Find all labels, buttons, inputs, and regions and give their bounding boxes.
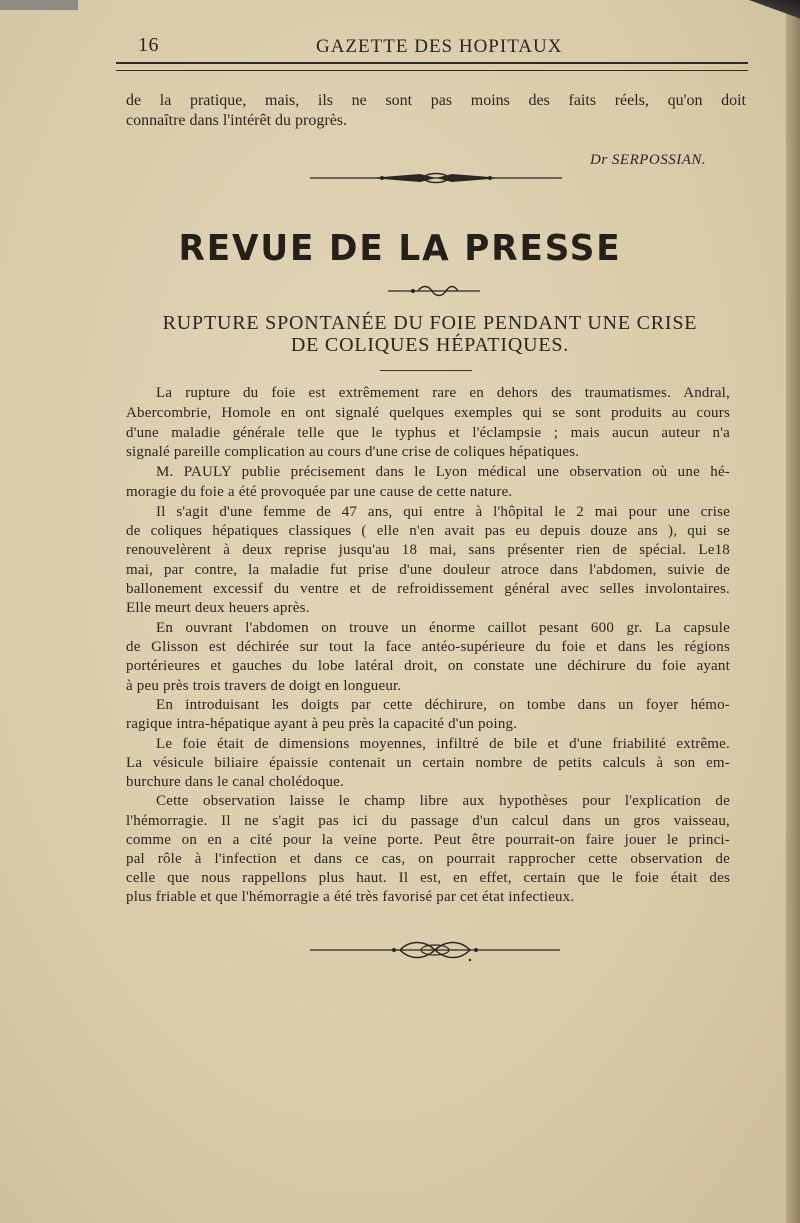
body-line: Le foie était de dimensions moyennes, infiltré de bile et d'une friabilité extrême.	[156, 736, 730, 752]
body-line: pal rôle à l'infection et dans ce cas, on pourrait rapprocher cette observation de	[126, 851, 730, 867]
scan-corner-top-right	[740, 0, 800, 24]
body-line: portérieures et gauches du lobe latéral droit, on constate une déchirure du foie ayant	[126, 658, 730, 674]
body-line: Abercombrie, Homole en ont signalé quelques exemples qui se sont produits au cours	[126, 405, 730, 421]
body-line: burchure dans le canal cholédoque.	[126, 774, 344, 790]
intro-line-2: connaître dans l'intérêt du progrès.	[126, 112, 348, 129]
body-line: mai, par contre, la maladie fut prise d'une douleur atroce dans l'abdomen, suivie de	[126, 562, 730, 578]
body-line: plus friable et que l'hémorragie a été très favorisé par cet état infectieux.	[126, 889, 575, 905]
body-line: Il s'agit d'une femme de 47 ans, qui entre à l'hôpital le 2 mai pour une crise	[156, 504, 730, 520]
article-title-line-1: RUPTURE SPONTANÉE DU FOIE PENDANT UNE CRISE	[162, 312, 698, 334]
body-line: signalé pareille complication au cours d'une crise de coliques hépatiques.	[126, 444, 580, 460]
body-line: d'une maladie générale telle que le typhus et l'éclampsie ; mais aucun auteur n'a	[126, 425, 730, 441]
scan-corner-top-left	[0, 0, 78, 10]
body-line: de coliques hépatiques classiques ( elle n'en avait pas eu depuis douze ans ), qui se	[126, 523, 730, 539]
ornament-divider-top	[310, 170, 562, 186]
article-title-rule	[380, 370, 472, 371]
page-number: 16	[138, 34, 159, 56]
header-rule	[116, 62, 748, 71]
body-line: En ouvrant l'abdomen on trouve un énorme caillot pesant 600 gr. La capsule	[156, 620, 730, 636]
body-line: à peu près trois travers de doigt en longueur.	[126, 678, 402, 694]
page-edge-shadow	[786, 0, 800, 1223]
body-line: ballonement excessif du ventre et de refroidissement général avec selles involontaires.	[126, 581, 730, 597]
article-title-line-2: DE COLIQUES HÉPATIQUES.	[290, 334, 570, 356]
body-line: ragique intra-hépatique ayant à peu près la capacité d'un poing.	[126, 716, 518, 732]
body-line: renouvelèrent à deux reprise jusqu'au 18 mai, sans présenter rien de spécial. Le18	[126, 542, 730, 558]
body-line: moragie du foie a été provoquée par une cause de cette nature.	[126, 484, 513, 500]
body-line: celle que nous rappellons plus haut. Il est, en effet, certain que le foie était des	[126, 870, 730, 886]
running-title: GAZETTE DES HOPITAUX	[316, 36, 563, 57]
body-line: comme on en a cité pour la veine porte. Peut être pourrait-on faire jouer le princi-	[126, 832, 730, 848]
body-line: Cette observation laisse le champ libre aux hypothèses pour l'explication de	[156, 793, 730, 809]
body-line: l'hémorragie. Il ne s'agit pas ici du passage d'un calcul dans un gros vaisseau,	[126, 813, 730, 829]
body-line: Elle meurt deux heuers après.	[126, 600, 310, 616]
ornament-divider-bottom	[310, 938, 560, 962]
body-line: La vésicule biliaire épaissie contenait un certain nombre de petits calculs à son em-	[126, 755, 730, 771]
body-line: M. PAULY publie précisement dans le Lyon médical une observation où une hé-	[156, 464, 730, 480]
body-line: En introduisant les doigts par cette déchirure, on tombe dans un foyer hémo-	[156, 697, 730, 713]
body-line: de Glisson est déchirée sur tout la face antéo-supérieure du foie et dans les régions	[126, 639, 730, 655]
author-signature: Dr SERPOSSIAN.	[590, 152, 707, 168]
body-line: La rupture du foie est extrêmement rare en dehors des traumatismes. Andral,	[156, 385, 730, 401]
page-header	[116, 34, 748, 58]
section-title: REVUE DE LA PRESSE	[178, 228, 622, 269]
intro-line-1: de la pratique, mais, ils ne sont pas moins des faits réels, qu'on doit	[126, 92, 746, 109]
ornament-divider-small	[388, 284, 480, 298]
